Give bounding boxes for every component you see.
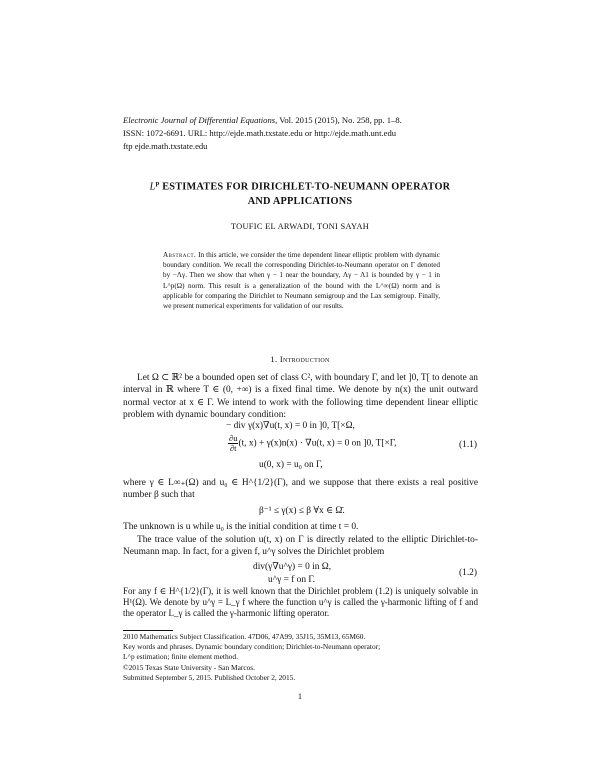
footnote-copyright: ©2015 Texas State University - San Marcos. [123,662,256,672]
title-lp-symbol: L [149,181,156,193]
inequality: β⁻¹ ≤ γ(x) ≤ β ∀x ∈ Ω̄. [259,506,345,516]
paper-title [120,176,480,209]
journal-ftp: ftp ejde.math.txstate.edu [123,141,208,151]
intro-paragraph-5: For any f ∈ H^{1/2}(Γ), it is well known that the Dirichlet problem (1.2) is uniquely solvable in H¹(Ω). We denote by u^γ = L_γ f where the function u^γ is called the γ-harmonic lifting of f and the operator L_γ is called the γ-harmonic lifting operator. [123,586,478,618]
equation-1-line-2 [228,434,396,453]
equation-2-line-1: div(γ∇u^γ) = 0 in Ω, [253,562,332,572]
equation-1-line-3: u(0, x) = u₀ on Γ, [259,460,323,470]
title-lp-sup: p [155,180,160,187]
journal-citation: , Vol. 2015 (2015), No. 258, pp. 1–8. [275,115,402,125]
fraction-numerator: ∂u [229,433,238,443]
intro-paragraph-3: The unknown is u while u₀ is the initial condition at time t = 0. [123,522,359,532]
footnote-block [123,632,478,683]
journal-name: Electronic Journal of Differential Equations [123,115,276,125]
journal-header [123,114,478,153]
page-number: 1 [297,692,303,701]
footnote-keywords: Key words and phrases. Dynamic boundary condition; Dirichlet-to-Neumann operator; [123,642,381,652]
footnote-keywords-2: L^p estimation; finite element method. [123,652,238,662]
footnote-submitted: Submitted September 5, 2015. Published October 2, 2015. [123,672,296,682]
abstract-label: Abstract. [163,251,197,259]
partial-derivative-fraction [228,434,238,453]
intro-paragraph-4: The trace value of the solution u(t, x) on Γ is directly related to the elliptic Dirichlet-to-Neumann map. In fact, for a given f, u^γ solves the Dirichlet problem [123,535,478,558]
footnote-rule [123,630,173,631]
equation-2-line-2: u^γ = f on Γ. [268,575,316,585]
abstract-text: In this article, we consider the time dependent linear elliptic problem with dynamic boundary condition. We recall the corresponding Dirichlet-to-Neumann operator on Γ denoted by −Λγ. Then we show that when γ − 1 near the boundary, Λγ − Λ1 is bounded by γ − 1 in L^p(Ω) norm. This result is a generalization of the bound with the L^∞(Ω) norm and is applicable for comparing the Dirichlet to Neumann semigroup and the Lax semigroup. Finally, we present numerical experiments for validation of our results. [163,251,440,311]
equation-1-line-2-rest: (t, x) + γ(x)n(x) · ∇u(t, x) = 0 on ]0, T[×Γ, [238,438,397,449]
equation-2-number: (1.2) [459,568,477,578]
section-heading: 1. Introduction [270,354,330,364]
abstract [163,250,440,311]
authors: TOUFIC EL ARWADI, TONI SAYAH [230,222,370,231]
intro-paragraph-2: where γ ∈ L∞₊(Ω) and u₀ ∈ H^{1/2}(Γ), and we suppose that there exists a real positive number β such that [123,478,478,501]
intro-paragraph-1: Let Ω ⊂ ℝ² be a bounded open set of class C², with boundary Γ, and let ]0, T[ to denote an interval in ℝ where T ∈ (0, +∞) is a fixed final time. We denote by n(x) the unit outward normal vector at x ∈ Γ. We intend to work with the following time dependent linear elliptic problem with dynamic boundary condition: [123,373,478,420]
title-line-1: ESTIMATES FOR DIRICHLET-TO-NEUMANN OPERATOR [159,181,451,193]
journal-issn-urls: ISSN: 1072-6691. URL: http://ejde.math.txstate.edu or http://ejde.math.unt.edu [123,128,397,138]
fraction-denominator: ∂t [229,443,237,453]
title-line-2: AND APPLICATIONS [247,196,353,208]
equation-1-number: (1.1) [459,440,477,450]
footnote-msc: 2010 Mathematics Subject Classification. 47D06, 47A99, 35J15, 35M13, 65M60. [123,632,366,641]
equation-1-line-1: − div γ(x)∇u(t, x) = 0 in ]0, T[×Ω, [226,421,355,431]
